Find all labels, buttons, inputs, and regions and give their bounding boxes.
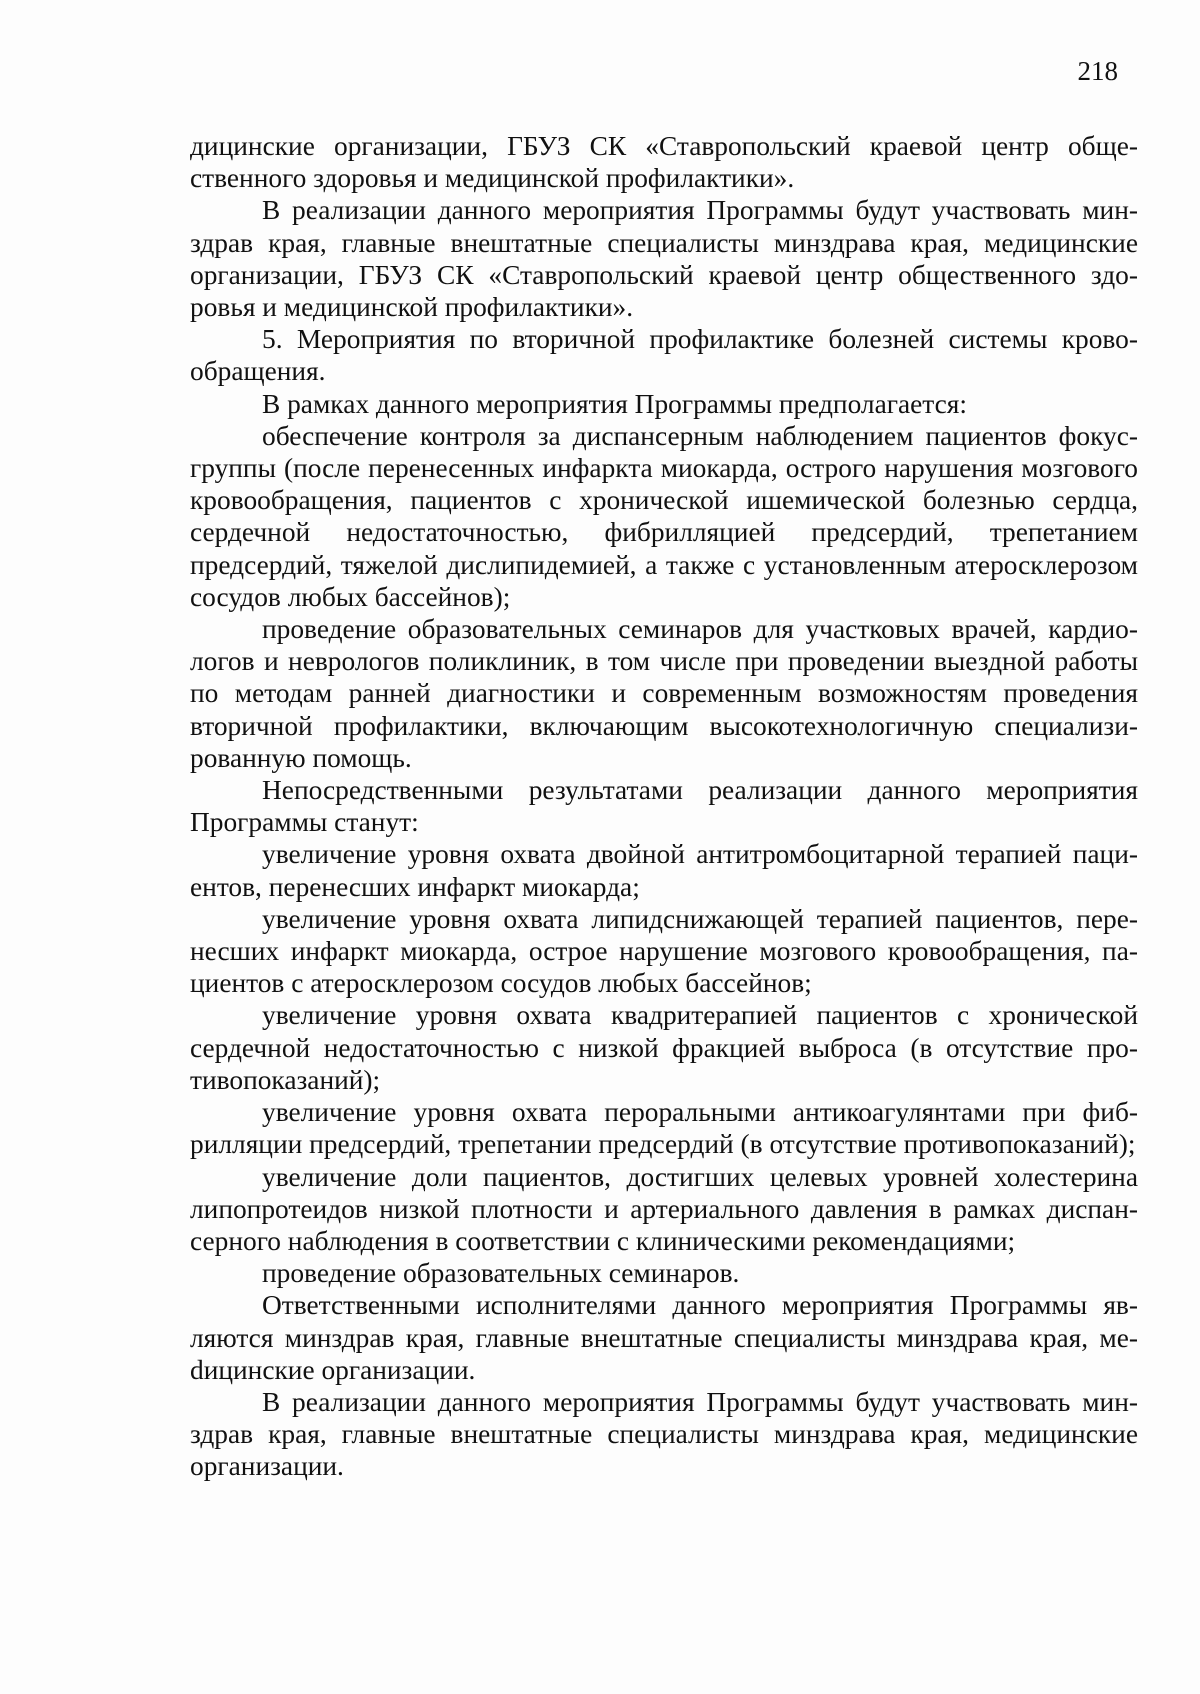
paragraph-participants: В реализации данного мероприятия Программы будут участвовать минздрав края, главные внештатные специалисты минздрава края, медицинские организации, ГБУЗ СК «Ставропольский краевой центр общественного здоровья и медицинской профилактики». [190,195,1138,323]
document-body [190,130,1138,1483]
result-item-anticoagulants: увеличение уровня охвата пероральными антикоагулянтами при фибрилляции предсердий, трепетании предсердий (в отсутствие противопоказаний); [190,1097,1138,1160]
result-item-antiplatelet: увеличение уровня охвата двойной антитромбоцитарной терапией пациентов, перенесших инфаркт миокарда; [190,839,1138,902]
result-item-lipid: увеличение уровня охвата липидснижающей терапией пациентов, перенесших инфаркт миокарда, острое нарушение мозгового кровообращения, пациентов с атеросклерозом сосудов любых бассейнов; [190,903,1138,999]
paragraph-continuation: дицинские организации, ГБУЗ СК «Ставропольский краевой центр общественного здоровья и медицинской профилактики». [190,131,1138,194]
list-item-seminars: проведение образовательных семинаров для участковых врачей, кардиологов и неврологов поликлиник, в том числе при проведении выездной работы по методам ранней диагностики и современным возможностям проведения вторичной профилактики, включающим высокотехнологичную специализированную помощь. [190,614,1138,773]
page-number: 218 [1077,56,1118,86]
result-item-quadritherapy: увеличение уровня охвата квадритерапией пациентов с хронической сердечной недостаточностью с низкой фракцией выброса (в отсутствие противопоказаний); [190,1000,1138,1095]
paragraph-participants-final: В реализации данного мероприятия Программы будут участвовать минздрав края, главные внештатные специалисты минздрава края, медицинские организации. [190,1386,1138,1482]
paragraph-responsible: Ответственными исполнителями данного мероприятия Программы являются минздрав края, главные внештатные специалисты минздрава края, меdицинские организации. [190,1290,1138,1385]
section-heading-5: 5. Мероприятия по вторичной профилактике болезней системы кровообращения. [190,324,1138,387]
list-item-control: обеспечение контроля за диспансерным наблюдением пациентов фокус-группы (после перенесенных инфаркта миокарда, острого нарушения мозгового кровообращения, пациентов с хронической ишемической болезнью сердца, сердечной недостаточностью, фибрилляцией предсердий, трепетанием предсердий, тяжелой дислипидемией, а также с установленным атеросклерозом сосудов любых бассейнов); [190,420,1138,612]
result-item-target-levels: увеличение доли пациентов, достигших целевых уровней холестерина липопротеидов низкой плотности и артериального давления в рамках диспансерного наблюдения в соответствии с клиническими рекомендациями; [190,1161,1138,1256]
paragraph-results-intro: Непосредственными результатами реализации данного мероприятия Программы станут: [190,775,1138,838]
result-item-seminars: проведение образовательных семинаров. [262,1258,740,1289]
paragraph-intro: В рамках данного мероприятия Программы предполагается: [262,388,967,419]
